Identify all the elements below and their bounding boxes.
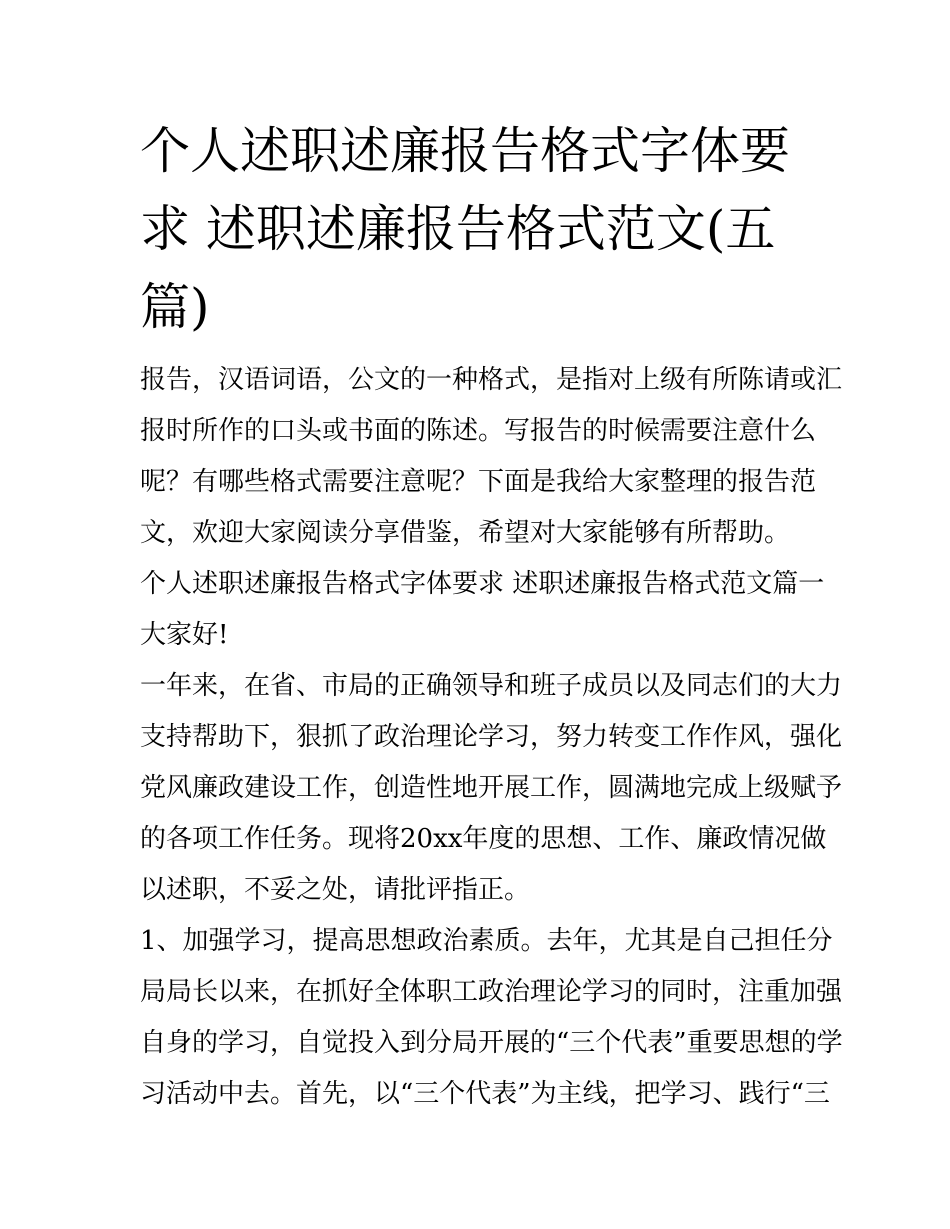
intro-paragraph — [140, 355, 843, 559]
text-line: 一年来，在省、市局的正确领导和班子成员以及同志们的大力 — [140, 671, 843, 701]
text-line: 的各项工作任务。现将20xx年度的思想、工作、廉政情况做 — [140, 824, 827, 854]
greeting-paragraph — [140, 610, 820, 661]
text-line: 党风廉政建设工作，创造性地开展工作，圆满地完成上级赋予 — [140, 773, 843, 803]
title-line: 求 述职述廉报告格式范文(五 — [140, 200, 776, 258]
text-line: 习活动中去。首先，以“三个代表”为主线，把学习、践行“三 — [140, 1079, 830, 1109]
text-line: 个人述职述廉报告格式字体要求 述职述廉报告格式范文篇一 — [140, 569, 825, 599]
point-one-paragraph — [140, 916, 843, 1120]
text-line: 局局长以来，在抓好全体职工政治理论学习的同时，注重加强 — [140, 977, 843, 1007]
text-line: 1、加强学习，提高思想政治素质。去年，尤其是自己担任分 — [140, 926, 833, 956]
text-line: 自身的学习，自觉投入到分局开展的“三个代表”重要思想的学 — [140, 1028, 843, 1058]
text-line: 以述职，不妥之处，请批评指正。 — [140, 875, 531, 905]
summary-paragraph — [140, 661, 843, 916]
document-title — [140, 112, 820, 346]
document-body — [140, 355, 843, 1120]
title-line: 个人述职述廉报告格式字体要 — [140, 122, 790, 180]
text-line: 报告，汉语词语，公文的一种格式，是指对上级有所陈请或汇 — [140, 365, 843, 395]
text-line: 呢？有哪些格式需要注意呢？下面是我给大家整理的报告范 — [140, 467, 817, 497]
text-line: 报时所作的口头或书面的陈述。写报告的时候需要注意什么 — [140, 416, 817, 446]
title-line: 篇) — [140, 278, 210, 336]
text-line: 文，欢迎大家阅读分享借鉴，希望对大家能够有所帮助。 — [140, 518, 791, 548]
text-line: 大家好! — [140, 620, 229, 650]
text-line: 支持帮助下，狠抓了政治理论学习，努力转变工作作风，强化 — [140, 722, 843, 752]
section-heading — [140, 559, 825, 610]
